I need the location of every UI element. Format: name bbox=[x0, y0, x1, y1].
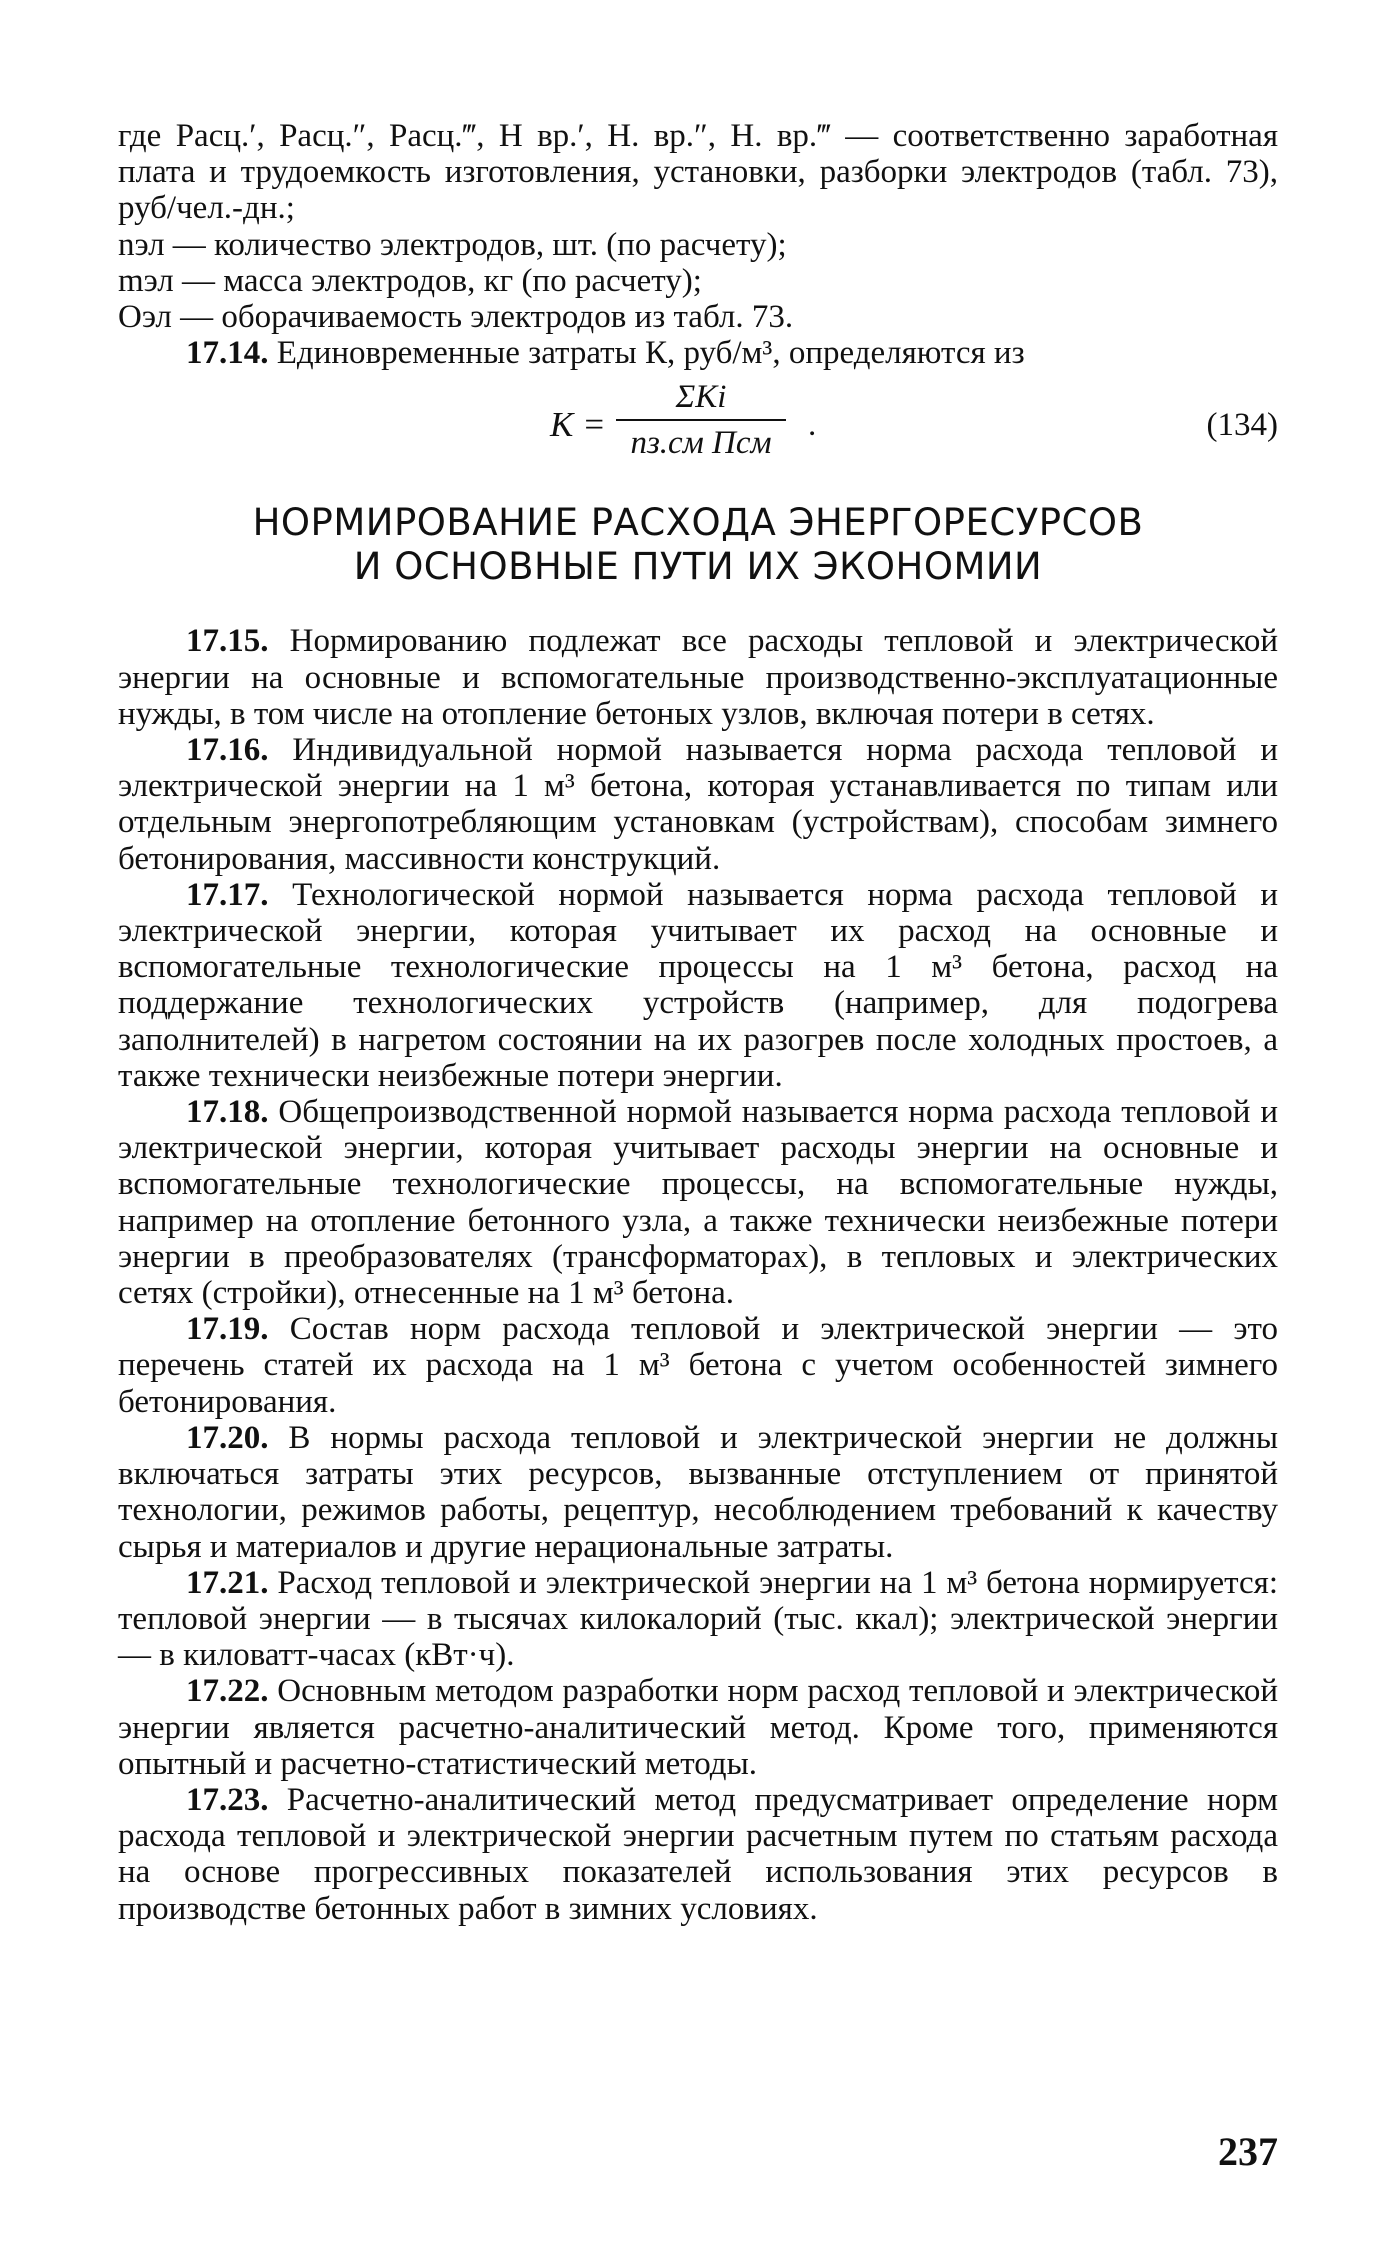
paragraph-number: 17.20. bbox=[186, 1419, 269, 1456]
paragraph-text: Индивидуальной нормой называется норма расхода тепловой и электрической энергии на 1 м³ бетона, которая устанавливается по типам или отдельным энергопотребляющим установкам (устройствам), способам зимнего бетонирования, массивности конструкций. bbox=[118, 732, 1278, 877]
paragraph-number: 17.14. bbox=[186, 335, 269, 372]
formula-134 bbox=[118, 377, 1278, 473]
paragraph-text: Расход тепловой и электрической энергии на 1 м³ бетона нормируется: тепловой энергии — в тысячах килокалорий (тыс. ккал); электрической энергии — в киловатт-часах (кВт·ч). bbox=[118, 1564, 1279, 1674]
paragraph-number: 17.19. bbox=[186, 1311, 269, 1348]
formula-denominator: nз.см Пcм bbox=[630, 425, 772, 462]
paragraph-17-22 bbox=[118, 1673, 1278, 1782]
paragraph-17-21 bbox=[118, 1565, 1278, 1674]
paragraph-text: Расчетно-аналитический метод предусматривает определение норм расхода тепловой и электрической энергии расчетным путем по статьям расхода на основе прогрессивных показателей использования этих ресурсов в производстве бетонных работ в зимних условиях. bbox=[118, 1781, 1279, 1927]
paragraph-number: 17.17. bbox=[186, 876, 269, 913]
section-heading bbox=[118, 501, 1278, 589]
paragraph-17-17 bbox=[118, 877, 1278, 1094]
paragraph-17-20 bbox=[118, 1420, 1278, 1565]
paragraph-number: 17.21. bbox=[186, 1564, 269, 1601]
fraction-bar bbox=[616, 419, 786, 421]
page-number: 237 bbox=[1218, 2129, 1278, 2174]
paragraph-number: 17.22. bbox=[186, 1673, 269, 1710]
paragraph-text: Основным методом разработки норм расход тепловой и электрической энергии является расчетно-аналитический метод. Кроме того, применяются опытный и расчетно-статистический методы. bbox=[118, 1673, 1279, 1782]
paragraph-text: Технологической нормой называется норма расхода тепловой и электрической энергии, которая учитывает их расход на основные и вспомогательные технологические процессы на 1 м³ бетона, расход на поддержание технологических устройств (например, для подогрева заполнителей) в нагретом состоянии на их разогрев после холодных простоев, а также технически неизбежные потери энергии. bbox=[118, 876, 1278, 1094]
paragraph-17-14 bbox=[118, 335, 1278, 371]
formula-period: . bbox=[808, 407, 817, 444]
paragraph-17-16 bbox=[118, 732, 1278, 877]
paragraph-number: 17.16. bbox=[186, 732, 269, 769]
page-body bbox=[118, 118, 1278, 1927]
definition-m-el: mэл — масса электродов, кг (по расчету); bbox=[118, 262, 702, 299]
paragraph-number: 17.18. bbox=[186, 1094, 269, 1131]
intro-definition: где Расц.′, Расц.″, Расц.‴, Н вр.′, Н. вр.″, Н. вр.‴ — соответственно заработная плата и трудоемкость изготовления, установки, разборки электродов (табл. 73), руб/чел.-дн.; bbox=[118, 118, 1278, 227]
paragraph-text: В нормы расхода тепловой и электрической энергии не должны включаться затраты этих ресурсов, вызванные отступлением от принятой технологии, режимов работы, рецептур, несоблюдением требований к качеству сырья и материалов и другие нерациональные затраты. bbox=[118, 1419, 1278, 1565]
paragraph-text: Состав норм расхода тепловой и электрической энергии — это перечень статей их расхода на 1 м³ бетона с учетом особенностей зимнего бетонирования. bbox=[118, 1311, 1279, 1420]
paragraph-text: Единовременные затраты К, руб/м³, определяются из bbox=[276, 335, 1025, 372]
definition-o-el: Оэл — оборачиваемость электродов из табл. 73. bbox=[118, 299, 794, 336]
definition-n-el: nэл — количество электродов, шт. (по расчету); bbox=[118, 226, 787, 263]
paragraph-17-23 bbox=[118, 1782, 1278, 1927]
paragraph-text: Общепроизводственной нормой называется норма расхода тепловой и электрической энергии, которая учитывает расходы энергии на основные и вспомогательные технологические процессы, на вспомогательные нужды, например на отопление бетонного узла, а также технически неизбежные потери энергии в преобразователях (трансформаторах), в тепловых и электрических сетях (стройки), отнесенные на 1 м³ бетона. bbox=[118, 1094, 1278, 1312]
equation-number: (134) bbox=[1206, 407, 1278, 444]
paragraph-text: Нормированию подлежат все расходы тепловой и электрической энергии на основные и вспомогательные производственно-эксплуатационные нужды, в том числе на отопление бетоных узлов, включая потери в сетях. bbox=[118, 623, 1278, 732]
formula-fraction bbox=[596, 377, 806, 463]
formula-lhs: K = bbox=[550, 405, 606, 445]
section-heading-line-2: И ОСНОВНЫЕ ПУТИ ИХ ЭКОНОМИИ bbox=[353, 545, 1043, 589]
formula-numerator: ΣKi bbox=[675, 379, 727, 416]
paragraph-17-19 bbox=[118, 1311, 1278, 1420]
paragraph-number: 17.15. bbox=[186, 623, 269, 660]
section-heading-line-1: НОРМИРОВАНИЕ РАСХОДА ЭНЕРГОРЕСУРСОВ bbox=[252, 501, 1144, 545]
paragraph-17-18 bbox=[118, 1094, 1278, 1311]
paragraph-17-15 bbox=[118, 623, 1278, 732]
paragraph-number: 17.23. bbox=[186, 1781, 269, 1818]
